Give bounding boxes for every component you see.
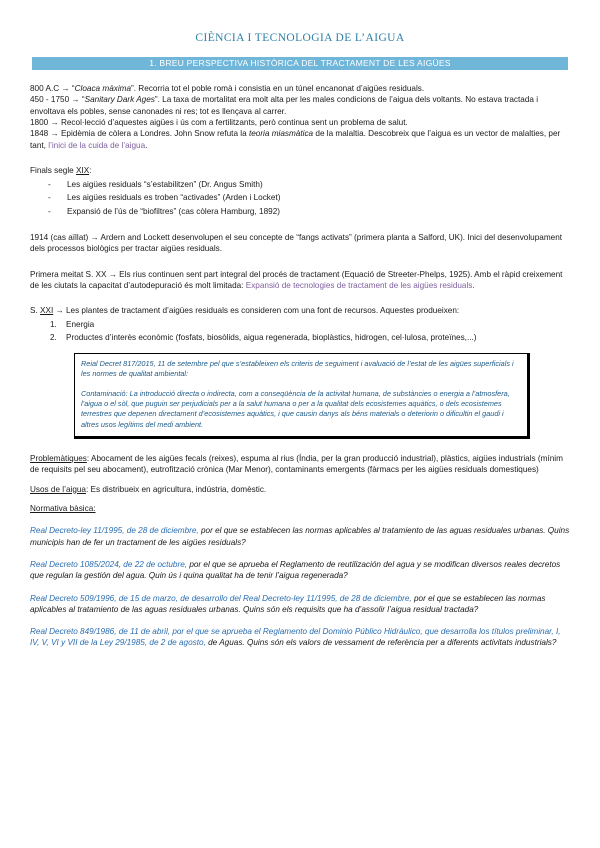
list-item: 1. Energia [50, 319, 95, 329]
problems-paragraph: Problemàtiques: Abocament de les aigües fecals (reixes), espuma al rius (Índia, per la gran producció industrial), plàstics, aigües industrials (mínim de requisits pel seu abocament), eutrofització crònica (Mar Menor), contaminants emergents (fàrmacs per les aigües residuals domestiques) [30, 454, 563, 475]
history-line-800ac: 800 A.C → “Cloaca màxima”. Recorria tot el poble romà i consistia en un túnel encanonat d’aigües residuals. [30, 84, 425, 93]
page-title: CIÈNCIA I TECNOLOGIA DE L’AIGUA [195, 32, 405, 44]
paragraph-1914: 1914 (cas aïllat) → Ardern and Lockett desenvolupen el seu concepte de “fangs activats” (primera planta a Salford, UK). Inici del desenvolupament dels processos biològics per tractar aigües residuals. [30, 233, 563, 254]
law-item: Real Decreto 509/1996, de 15 de marzo, de desarrollo del Real Decreto-ley 11/1995, de 28 de diciembre, por el que se establecen las normas aplicables al tratamiento de las aguas residuales urbanas. Quins són els requisits que ha d’assolir l’aigua residual tractada? [30, 593, 546, 614]
term-cloaca: Cloaca màxima [74, 84, 132, 93]
list-item: - Expansió de l’ús de “biofiltres” (cas còlera Hamburg, 1892) [48, 206, 280, 216]
history-line-1848: 1848 → Epidèmia de còlera a Londres. John Snow refuta la teoria miasmàtica de la malaltia. Descobreix que l’aigua es un vector de malalties, per tant, l’inici de la cuida de l’aigua. [30, 129, 561, 150]
list-item: - Les aigües residuals “s’estabilitzen” (Dr. Angus Smith) [48, 180, 263, 190]
history-line-dark-ages: 450 - 1750 → “Sanitary Dark Ages”. La taxa de mortalitat era molt alta per les males condicions de l’aigua dels voltants. No estava tractada i envoltava els pobles, sense canonades ni res; tot es llençava al carrer. [30, 95, 539, 116]
law-reference: Real Decreto-ley 11/1995, de 28 de diciembre, [30, 526, 199, 536]
law-item: Real Decreto-ley 11/1995, de 28 de diciembre, por el que se establecen las normas aplicables al tratamiento de las aguas residuales urbanas. Quins municipis han de fer un tractament de les aigües residuals? [30, 526, 570, 547]
law-reference: Real Decreto 509/1996, de 15 de marzo, de desarrollo del Real Decreto-ley 11/1995, de 28 de diciembre, [30, 593, 412, 603]
finals-list [30, 178, 572, 218]
uses-paragraph: Usos de l’aigua: Es distribueix en agricultura, indústria, domèstic. [30, 484, 267, 494]
products-list [30, 318, 572, 344]
history-line-1800: 1800 → Recol·lecció d’aquestes aigües i ús com a fertilitzants, però continua sent un problema de salut. [30, 117, 408, 127]
box-decree: Reial Decret 817/2015, 11 de setembre pel que s’estableixen els criteris de seguiment i avaluació de l’estat de les aigües superficials i les normes de qualitat ambiental: [81, 358, 514, 379]
main-content [30, 83, 572, 649]
list-item: - Les aigües residuals es troben “activades” (Arden i Locket) [48, 193, 281, 203]
highlight-care: l’inici de la cuida de l’aigua [48, 140, 146, 150]
paragraph-xx: Primera meitat S. XX → Els rius continuen sent part integral del procés de tractament (Equació de Streeter-Phelps, 1925). Amb el ràpid creixement de les ciutats la capacitat d’autodepuració és molt limitada: Expansió de tecnologies de tractament de les aigües residuals. [30, 269, 563, 290]
law-reference: Real Decreto 1085/2024, de 22 de octubre, [30, 559, 188, 569]
paragraph-xxi: S. XXI → Les plantes de tractament d’aigües residuals es consideren com una font de recursos. Aquestes produeixen: [30, 306, 460, 316]
term-dark-ages: Sanitary Dark Ages [84, 95, 155, 105]
law-item: Real Decreto 1085/2024, de 22 de octubre, por el que se aprueba el Reglamento de reutilización del agua y se modifican diversos reales decretos que regulan la gestión del agua. Quin ús i quina qualitat ha de tenir l’aigua regenerada? [30, 559, 561, 581]
term-miasma: teoria miasmàtica [248, 129, 314, 139]
list-item: 2. Productes d’interès econòmic (fosfats, biosòlids, aigua regenerada, bioplàstics, hidrogen, cel·lulosa, proteïnes,...) [50, 332, 477, 342]
definition-box [74, 353, 530, 439]
law-reference: Real Decreto 849/1986, de 11 de abril, por el que se aprueba el Reglamento del Dominio Público Hidráulico, que desarrolla los títulos preliminar, I, IV, V, VI y VII de la Ley 29/1985, de 2 de agosto, [30, 627, 561, 648]
finals-heading: Finals segle XIX: [30, 165, 92, 175]
box-definition: Contaminació: La introducció directa o indirecta, com a conseqüència de la activitat humana, de substàncies o energia a l’atmosfera, l’aigua o el sòl, que puguin ser perjudicials per a la salut humana o per a la qualitat dels ecosistemes aquàtics, o dels ecosistemes terrestres que depenen directament d’ecosistemes aquàtics, i que causin danys als béns materials o deteriorin o dificultin el gaudi i altres usos legítims del medi ambient. [81, 388, 510, 429]
law-item: Real Decreto 849/1986, de 11 de abril, por el que se aprueba el Reglamento del Dominio Público Hidráulico, que desarrolla los títulos preliminar, I, IV, V, VI y VII de la Ley 29/1985, de 2 de agosto, de Aguas. Quins són els valors de vessament de referència per a diferents activitats industrials? [30, 627, 561, 648]
problems-label: Problemàtiques [30, 454, 87, 463]
section-banner: 1. BREU PERSPECTIVA HISTÒRICA DEL TRACTAMENT DE LES AIGÜES [32, 57, 568, 70]
highlight-expansion: Expansió de tecnologies de tractament de les aigües residuals [245, 280, 473, 290]
normativa-heading: Normativa bàsica: [30, 503, 96, 513]
uses-label: Usos de l’aigua [30, 484, 86, 494]
